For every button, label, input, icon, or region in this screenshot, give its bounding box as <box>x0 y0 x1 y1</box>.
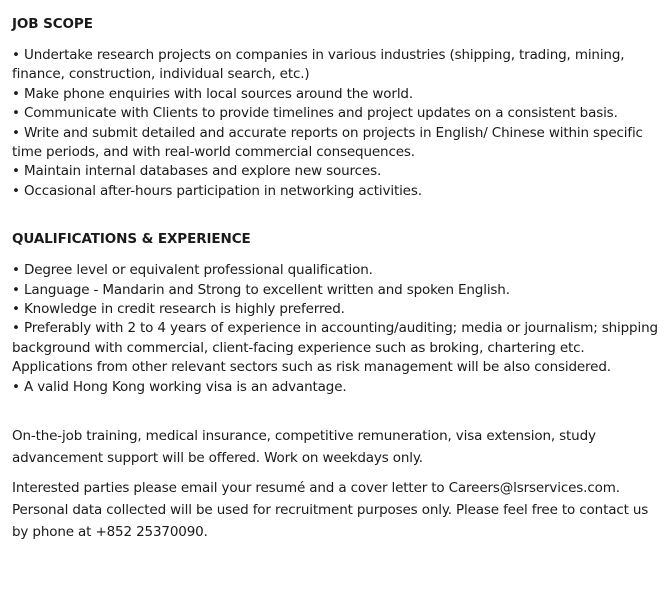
job-scope-item: • Occasional after-hours participation in networking activities. <box>12 182 658 201</box>
job-scope-list <box>12 46 658 201</box>
job-scope-item: • Make phone enquiries with local sources around the world. <box>12 85 658 104</box>
job-scope-heading: JOB SCOPE <box>12 16 93 32</box>
job-posting <box>12 14 658 543</box>
job-scope-item: • Communicate with Clients to provide timelines and project updates on a consistent basis. <box>12 104 658 123</box>
qualification-item: • Language - Mandarin and Strong to excellent written and spoken English. <box>12 281 658 300</box>
qualification-item: • Preferably with 2 to 4 years of experience in accounting/auditing; media or journalism; shipping background with commercial, client-facing experience such as broking, chartering etc. Applications from other relevant sectors such as risk management will be also considered. <box>12 319 658 377</box>
qualifications-heading: QUALIFICATIONS & EXPERIENCE <box>12 231 251 248</box>
qualifications-list <box>12 261 658 397</box>
qualification-item: • A valid Hong Kong working visa is an advantage. <box>12 378 658 397</box>
contact-paragraph: Interested parties please email your resumé and a cover letter to Careers@lsrservices.com. Personal data collected will be used for recruitment purposes only. Please feel free to contact us by phone at +852 25370090. <box>12 480 649 541</box>
benefits-paragraph: On-the-job training, medical insurance, competitive remuneration, visa extension, study advancement support will be offered. Work on weekdays only. <box>12 428 596 467</box>
qualification-item: • Knowledge in credit research is highly preferred. <box>12 300 658 319</box>
qualification-item: • Degree level or equivalent professional qualification. <box>12 261 658 280</box>
job-scope-item: • Undertake research projects on companies in various industries (shipping, trading, mining, finance, construction, individual search, etc.) <box>12 46 658 85</box>
job-scope-item: • Maintain internal databases and explore new sources. <box>12 162 658 181</box>
job-scope-item: • Write and submit detailed and accurate reports on projects in English/ Chinese within specific time periods, and with real-world commercial consequences. <box>12 124 658 163</box>
